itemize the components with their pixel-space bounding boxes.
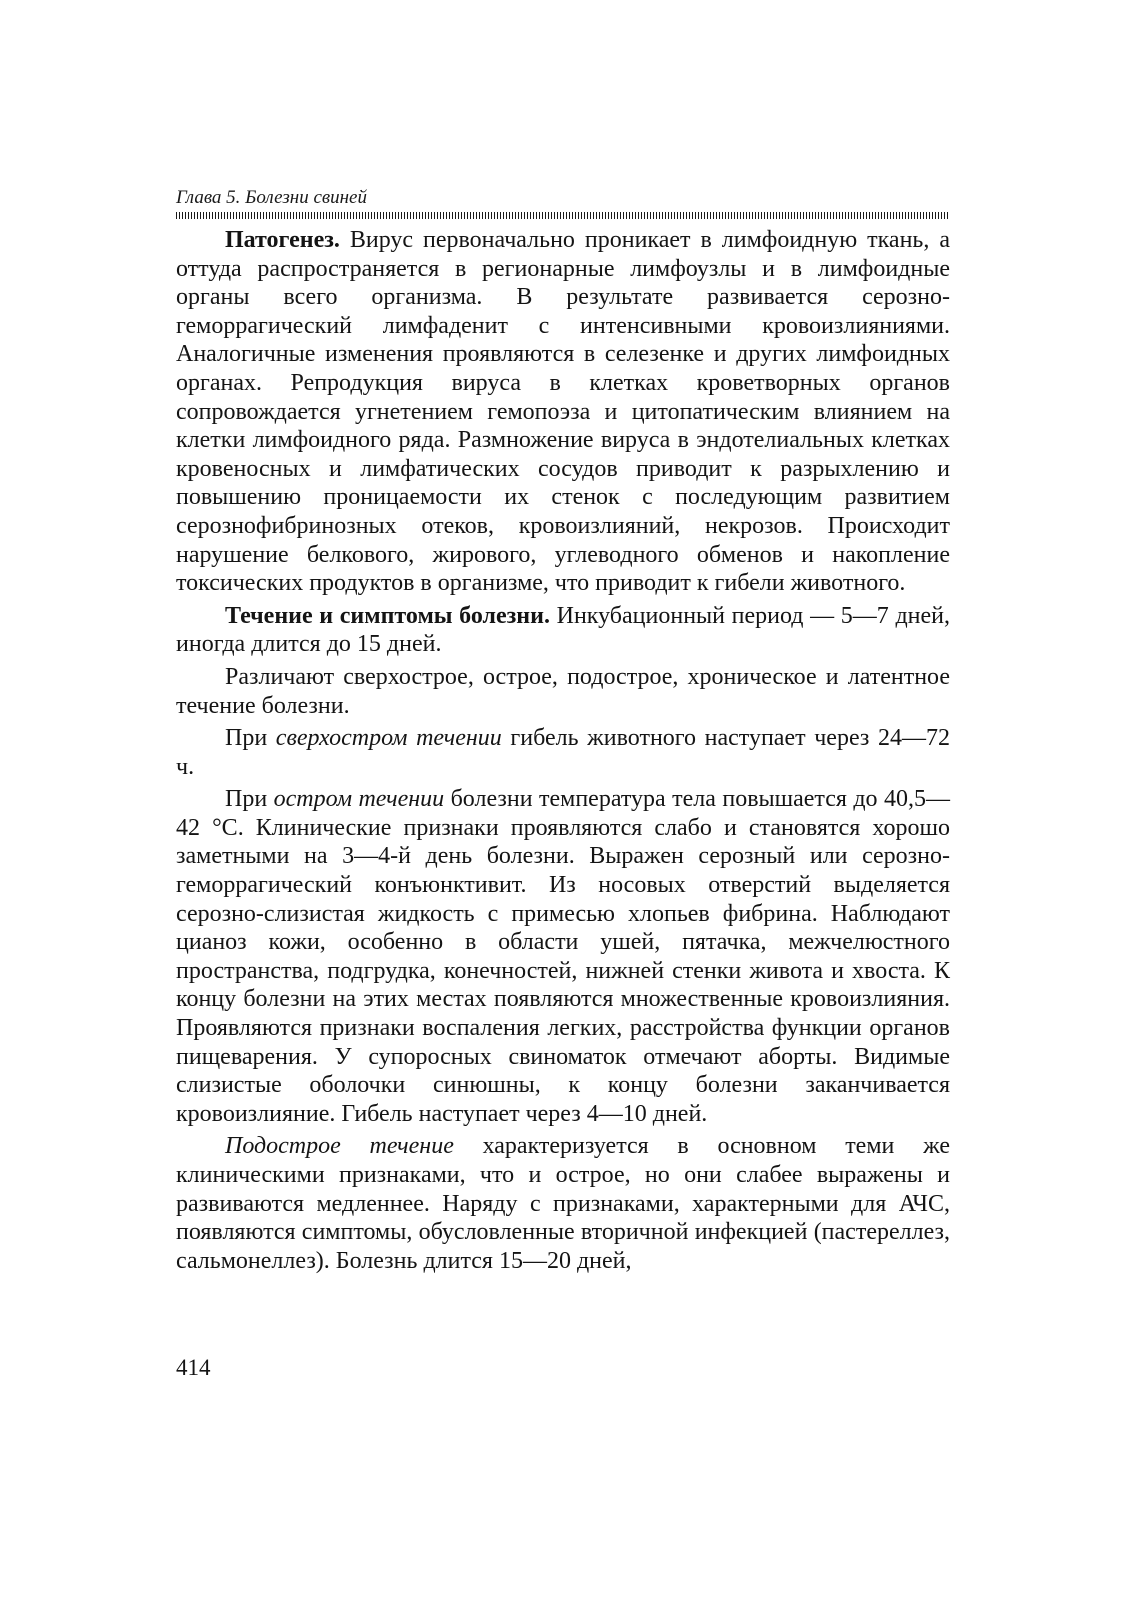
term-hyperacute: сверхостром течении: [275, 725, 502, 752]
paragraph-course-symptoms: [176, 602, 950, 659]
paragraph-text: болезни температура тела повышается до 40,5—42 °С. Клинические признаки проявляются слабо и становятся хорошо заметными на 3—4-й день болезни. Выражен серозный или серозно-геморрагический конъюнктивит. Из носовых отверстий выделяется серозно-слизистая жидкость с примесью хлопьев фибрина. Наблюдают цианоз кожи, особенно в области ушей, пятачка, межчелюстного пространства, подгрудка, конечностей, нижней стенки живота и хвоста. К концу болезни на этих местах появляются множественные кровоизлияния. Проявляются признаки воспаления легких, расстройства функции органов пищеварения. У супоросных свиноматок отмечают аборты. Видимые слизистые оболочки синюшны, к концу болезни заканчивается кровоизлияние. Гибель наступает через 4—10 дней.: [176, 786, 951, 1127]
paragraph-text: Вирус первоначально проникает в лимфоидную ткань, а оттуда распространяется в регионарные лимфоузлы и в лимфоидные органы всего организма. В результате развивается серозно-геморрагический лимфаденит с интенсивными кровоизлияниями. Аналогичные изменения проявляются в селезенке и других лимфоидных органах. Репродукция вируса в клетках кроветворных органов сопровождается угнетением гемопоэза и цитопатическим влиянием на клетки лимфоидного ряда. Размножение вируса в эндотелиальных клетках кровеносных и лимфатических сосудов приводит к разрыхлению и повышению проницаемости их стенок с последующим развитием серознофибринозных отеков, кровоизлияний, некрозов. Происходит нарушение белкового, жирового, углеводного обменов и накопление токсических продуктов в организме, что приводит к гибели животного.: [176, 227, 950, 597]
paragraph-text: Инкубационный период — 5—7 дней, иногда длится до 15 дней.: [176, 602, 951, 658]
paragraph-subacute: [176, 1132, 950, 1275]
term-subacute: Подострое течение: [225, 1133, 454, 1160]
paragraph-pathogenesis: [176, 226, 950, 598]
running-head: Глава 5. Болезни свиней: [176, 187, 367, 208]
paragraph-text: характеризуется в основном теми же клиническими признаками, что и острое, но они слабее выражены и развиваются медленнее. Наряду с признаками, характерными для АЧС, появляются симптомы, обусловленные вторичной инфекцией (пастереллез, сальмонеллез). Болезнь длится 15—20 дней,: [176, 1133, 951, 1274]
paragraph-course-types: [176, 663, 950, 720]
page-header: [176, 188, 950, 219]
paragraph-text: Различают сверхострое, острое, подострое, хроническое и латентное течение болезни.: [176, 663, 950, 719]
body-text: [176, 226, 950, 1279]
paragraph-pre: При: [225, 725, 276, 752]
paragraph-pre: При: [225, 786, 274, 813]
heading-pathogenesis: Патогенез.: [225, 227, 340, 253]
paragraph-hyperacute: [176, 724, 950, 781]
header-rule: [176, 212, 950, 219]
term-acute: остром течении: [273, 786, 445, 813]
page-number: 414: [176, 1355, 211, 1380]
paragraph-text: гибель животного наступает через 24—72 ч.: [176, 725, 950, 780]
heading-course-symptoms: Течение и симптомы болезни.: [225, 602, 550, 629]
paragraph-acute: [176, 785, 950, 1128]
